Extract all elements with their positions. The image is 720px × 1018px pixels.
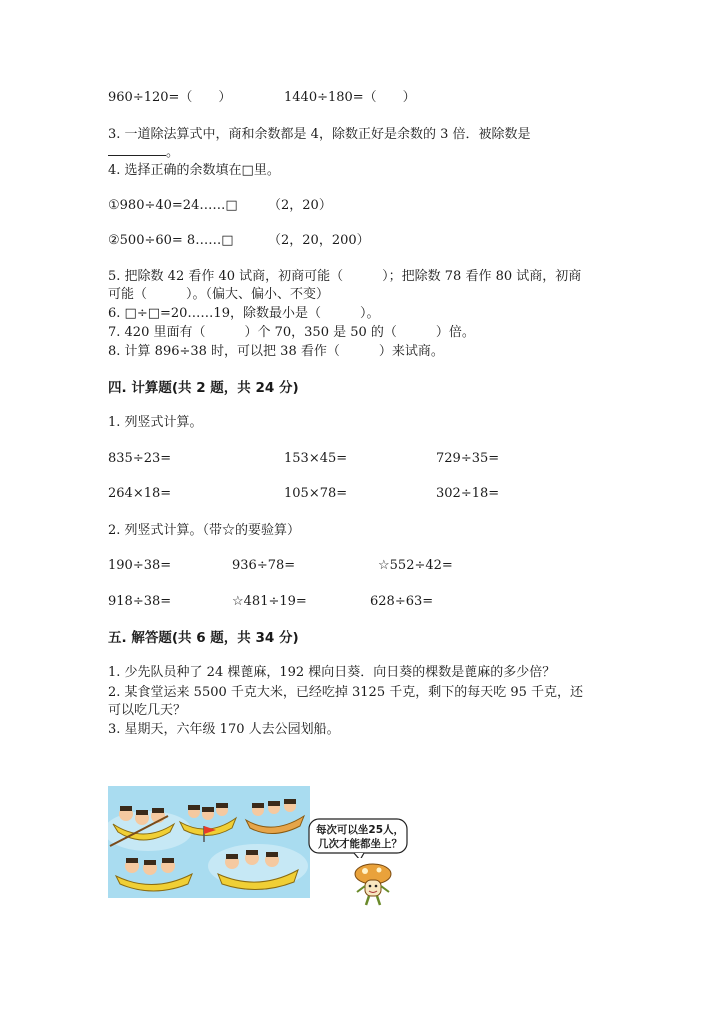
- calc-item: 153×45=: [284, 451, 348, 466]
- speech-text: 每次可以坐25人， 几次才能都坐上？: [315, 824, 405, 850]
- q3-line1: 3. 一道除法算式中，商和余数都是 4，除数正好是余数的 3 倍．被除数是: [108, 127, 531, 142]
- q4-2-expr: ②500÷60= 8……□: [108, 233, 234, 248]
- section4-title: 四. 计算题(共 2 题，共 24 分): [108, 380, 299, 396]
- calc-item: 628÷63=: [370, 594, 434, 609]
- section5-title: 五. 解答题(共 6 题，共 34 分): [108, 630, 299, 646]
- q5-line1: 5. 把除数 42 看作 40 试商，初商可能（ ）；把除数 78 看作 80 试商，初商: [108, 269, 582, 284]
- s5-q3: 3. 星期天，六年级 170 人去公园划船。: [108, 722, 340, 737]
- calc-item: 264×18=: [108, 486, 172, 501]
- s5-q2-line1: 2. 某食堂运来 5500 千克大米，已经吃掉 3125 千克，剩下的每天吃 95 千克，还: [108, 685, 584, 700]
- q7: 7. 420 里面有（ ）个 70，350 是 50 的（ ）倍。: [108, 325, 475, 340]
- rowing-boats-illustration: [108, 786, 310, 898]
- calc-item: 190÷38=: [108, 558, 172, 573]
- s5-q1: 1. 少先队员种了 24 棵蓖麻，192 棵向日葵．向日葵的棵数是蓖麻的多少倍？: [108, 665, 556, 680]
- q-row1-a: 960÷120=（ ）: [108, 90, 232, 105]
- q8: 8. 计算 896÷38 时，可以把 38 看作（ ）来试商。: [108, 344, 444, 359]
- calc-item: ☆481÷19=: [232, 594, 307, 609]
- q6: 6. □÷□=20……19，除数最小是（ ）。: [108, 306, 380, 321]
- calc-item: 936÷78=: [232, 558, 296, 573]
- s5-q2-line2: 可以吃几天？: [108, 703, 187, 718]
- q3-line2: 。: [108, 143, 179, 162]
- calc-item: 302÷18=: [436, 486, 500, 501]
- s4-q1-title: 1. 列竖式计算。: [108, 415, 203, 430]
- calc-item: 835÷23=: [108, 451, 172, 466]
- answer-blank: [108, 143, 166, 156]
- s4-q2-title: 2. 列竖式计算。（带☆的要验算）: [108, 523, 301, 538]
- mushroom-character-icon: [352, 862, 394, 908]
- q-row1-b: 1440÷180=（ ）: [284, 90, 416, 105]
- q5-line2: 可能（ ）。（偏大、偏小、不变）: [108, 287, 330, 302]
- calc-item: 105×78=: [284, 486, 348, 501]
- calc-item: 918÷38=: [108, 594, 172, 609]
- q4-title: 4. 选择正确的余数填在□里。: [108, 163, 280, 178]
- calc-item: ☆552÷42=: [378, 558, 453, 573]
- q4-1-options: （2，20）: [268, 198, 332, 213]
- calc-item: 729÷35=: [436, 451, 500, 466]
- q4-1-expr: ①980÷40=24……□: [108, 198, 238, 213]
- q4-2-options: （2，20，200）: [268, 233, 370, 248]
